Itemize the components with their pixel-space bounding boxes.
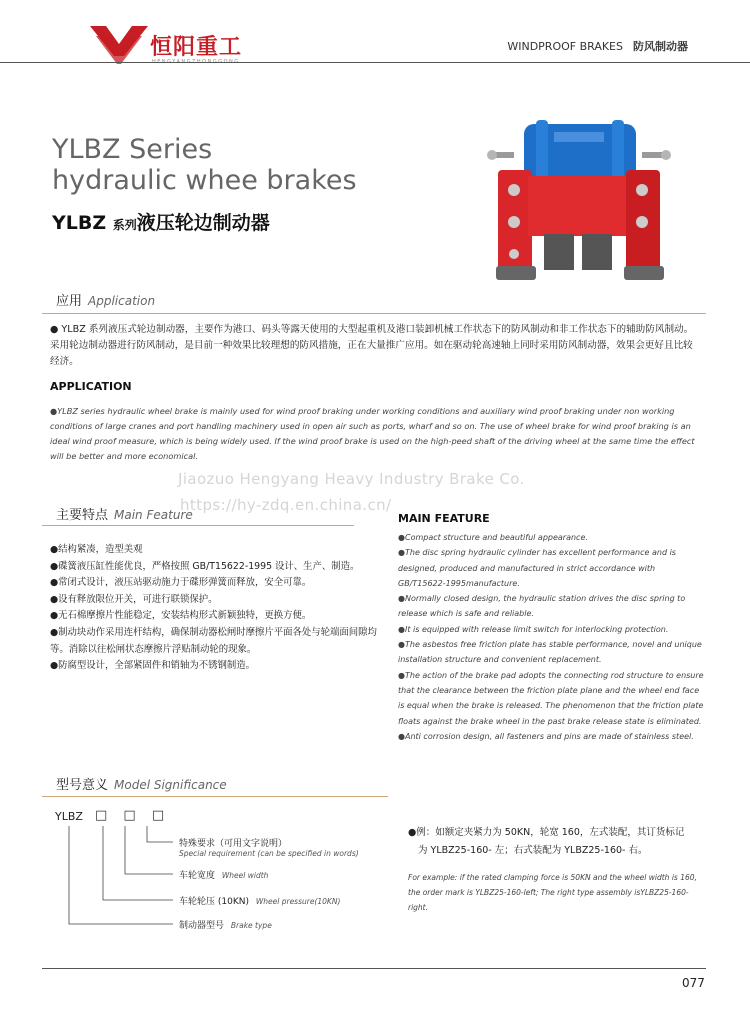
- feature-item-cn: ●设有释放限位开关，可进行联锁保护。: [50, 593, 218, 605]
- footer-divider: [42, 968, 706, 969]
- category-cn: 防风制动器: [633, 40, 688, 53]
- feature-item-cn: ●常闭式设计，液压站驱动施力于碟形弹簧而释放，安全可靠。: [50, 577, 312, 589]
- application-heading: [56, 290, 155, 309]
- features-list-cn: [50, 542, 384, 675]
- features-heading-en: Main Feature: [114, 508, 193, 522]
- feature-item-en: ●The action of the brake pad adopts the connecting rod structure to ensure that the clearance between the friction plate plane and the wheel end face is equal when the brake is released. The phenomenon that the friction plate floats against the brake wheel in the past brake release state is eliminated.: [398, 670, 704, 726]
- feature-item-cn: ●防腐型设计，全部紧固件和销轴为不锈钢制造。: [50, 660, 256, 672]
- application-heading-cn: 应用: [56, 294, 83, 309]
- model-example-en: For example: if the rated clamping force is 50KN and the wheel width is 160, the order mark is YLBZ25-160-left; The right type assembly isYLBZ25-160-right.: [408, 873, 697, 912]
- application-heading-en: Application: [88, 294, 156, 308]
- feature-item-en: ●The disc spring hydraulic cylinder has excellent performance and is designed, produced and manufactured in strict accordance with GB/T15622-1995manufacture.: [398, 548, 676, 588]
- feature-item-cn: ●制动块动作采用连杆结构，确保制动器松闸时摩擦片平面各处与轮端面间隙均等。消除以往松闸状态摩擦片浮贴制动轮的现象。: [50, 626, 377, 655]
- product-title-cn: [52, 208, 270, 235]
- features-heading-caps: MAIN FEATURE: [398, 512, 490, 525]
- model-example-cn-2: 为 YLBZ25-160- 左；右式装配为 YLBZ25-160- 右。: [418, 845, 648, 856]
- model-divider: [42, 796, 388, 797]
- product-code: YLBZ: [52, 212, 107, 234]
- feature-item-cn: ●结构紧凑，造型美观: [50, 544, 143, 555]
- series-title-line2: hydraulic whee brakes: [52, 165, 357, 196]
- features-divider: [42, 525, 354, 526]
- product-name-cn: 液压轮边制动器: [136, 212, 270, 234]
- application-body-en: ●YLBZ series hydraulic wheel brake is mainly used for wind proof braking under working conditions and auxiliary wind proof braking under non working conditions of large cranes and port handling machinery used in open air such as ports, wharf and so on. The use of wheel brake for wind proof braking is an ideal wind proof measure, which is being widely used. If the wind proof brake is used on the high-peed shaft of the driving wheel at the same time the effect will be better and more economical.: [50, 406, 695, 461]
- model-code: YLBZ: [55, 810, 83, 823]
- model-heading: [56, 774, 227, 793]
- model-heading-en: Model Significance: [114, 778, 227, 792]
- series-title: [52, 134, 357, 196]
- series-title-line1: YLBZ Series: [52, 134, 213, 165]
- category-en: WINDPROOF BRAKES: [507, 40, 623, 53]
- product-series-label: 系列: [112, 218, 137, 232]
- watermark-url: https://hy-zdq.en.china.cn/: [180, 496, 392, 514]
- brake-product-image: [484, 118, 674, 286]
- features-heading-cn: 主要特点: [56, 508, 109, 523]
- page-number: 077: [682, 976, 705, 990]
- features-heading: [56, 504, 193, 523]
- feature-item-en: ●The asbestos free friction plate has stable performance, novel and unique installation structure and convenient replacement.: [398, 640, 702, 665]
- model-label-pressure: 车轮轮压 (10KN) Wheel pressure(10KN): [179, 897, 341, 907]
- feature-item-cn: ●碟簧液压缸性能优良，严格按照 GB/T15622-1995 设计、生产、制造。: [50, 560, 360, 572]
- feature-item-en: ●It is equipped with release limit switch for interlocking protection.: [398, 624, 669, 634]
- feature-item-cn: ●无石棉摩擦片性能稳定，安装结构形式新颖独特，更换方便。: [50, 610, 312, 622]
- features-list-en: [398, 530, 704, 744]
- application-divider: [42, 313, 706, 314]
- brand-name: 恒阳重工: [150, 35, 243, 60]
- model-code-diagram: [55, 808, 385, 938]
- model-example-cn-1: ●例：如额定夹紧力为 50KN，轮宽 160，左式装配，其订货标记: [408, 827, 685, 838]
- model-code-boxes: □ □ □: [95, 808, 171, 823]
- application-heading-caps: APPLICATION: [50, 380, 132, 393]
- model-label-special: 特殊要求（可用文字说明） Special requirement (can be specified in words): [179, 839, 359, 858]
- application-body-cn: ● YLBZ 系列液压式轮边制动器，主要作为港口、码头等露天使用的大型起重机及港口装卸机械工作状态下的防风制动和非工作状态下的辅助防风制动。采用轮边制动器进行防风制动，是目前一种效果比较理想的防风措施，正在大量推广应用。如在驱动轮高速轴上同时采用防风制动器，效果会更好且比较经济。: [50, 324, 694, 367]
- watermark-company: Jiaozuo Hengyang Heavy Industry Brake Co.: [178, 470, 525, 488]
- header-category: [507, 38, 688, 54]
- feature-item-en: ●Normally closed design, the hydraulic station drives the disc spring to release which is safe and reliable.: [398, 594, 686, 619]
- model-label-type: 制动器型号 Brake type: [179, 921, 272, 931]
- model-heading-cn: 型号意义: [56, 778, 109, 793]
- feature-item-en: ●Anti corrosion design, all fasteners and pins are made of stainless steel.: [398, 731, 694, 741]
- model-label-width: 车轮宽度 Wheel width: [179, 871, 269, 881]
- header-divider: [0, 62, 750, 63]
- model-example: [408, 824, 708, 915]
- feature-item-en: ●Compact structure and beautiful appearance.: [398, 533, 588, 542]
- watermark: [178, 466, 525, 518]
